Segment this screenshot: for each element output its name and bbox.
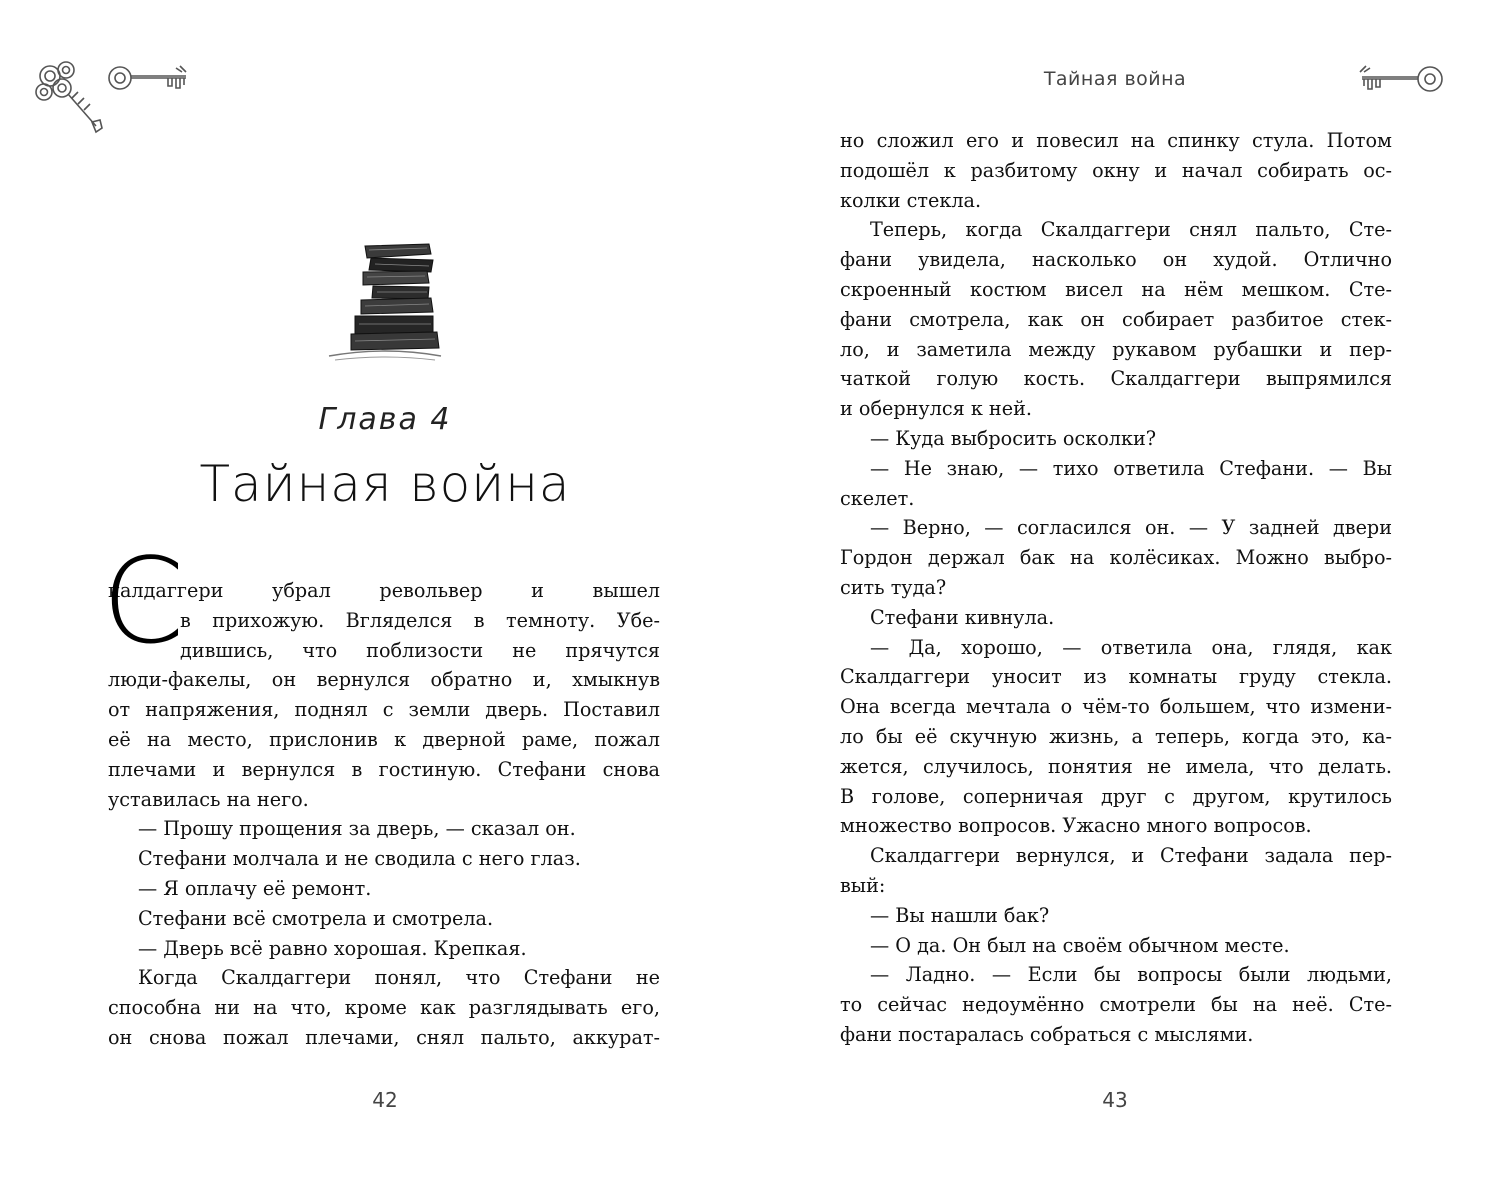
text-line: вый: bbox=[840, 873, 886, 897]
text-line: — Верно, — согласился он. — У задней двери bbox=[870, 516, 1392, 540]
text-line: чаткой голую кость. Скалдаггери выпрямился bbox=[840, 367, 1392, 391]
text-line: — Да, хорошо, — ответила она, глядя, как bbox=[870, 635, 1392, 659]
text-line: от напряжения, поднял с земли дверь. Поставил bbox=[108, 698, 660, 722]
text-line: Скалдаггери вернулся, и Стефани задала пер- bbox=[870, 844, 1392, 868]
text-line: Теперь, когда Скалдаггери снял пальто, Сте- bbox=[870, 218, 1392, 242]
chapter-title: Тайная война bbox=[199, 455, 571, 513]
text-line: — Дверь всё равно хорошая. Крепкая. bbox=[138, 936, 527, 960]
text-line: ло, и заметила между рукавом рубашки и пер- bbox=[840, 337, 1392, 361]
skeleton-key-icon bbox=[106, 62, 196, 94]
skeleton-key-icon bbox=[1354, 62, 1446, 96]
text-line: скелет. bbox=[840, 486, 915, 510]
text-line: сить туда? bbox=[840, 575, 947, 599]
text-line: калдаггери убрал револьвер и вышел bbox=[108, 579, 660, 602]
text-line: Стефани молчала и не сводила с него глаз. bbox=[138, 847, 581, 871]
text-line: ло бы её скучную жизнь, а теперь, когда это, ка- bbox=[840, 724, 1392, 748]
text-line: скроенный костюм висел на нём мешком. Сте- bbox=[840, 277, 1392, 301]
text-line: и обернулся к ней. bbox=[840, 397, 1032, 421]
text-line: он снова пожал плечами, снял пальто, аккурат- bbox=[108, 1025, 660, 1049]
text-line: люди-факелы, он вернулся обратно и, хмыкнув bbox=[108, 668, 660, 692]
text-line: дившись, что поблизости не прячутся bbox=[180, 638, 660, 662]
text-line: подошёл к разбитому окну и начал собирать ос- bbox=[840, 158, 1392, 182]
right-body-text bbox=[840, 126, 1392, 1050]
text-line: — Не знаю, — тихо ответила Стефани. — Вы bbox=[870, 456, 1392, 480]
text-line: — Я оплачу её ремонт. bbox=[138, 876, 372, 900]
text-line: в прихожую. Вгляделся в темноту. Убе- bbox=[180, 608, 660, 632]
text-line: уставилась на него. bbox=[108, 787, 309, 811]
page-number: 42 bbox=[372, 1088, 398, 1112]
right-page bbox=[750, 0, 1500, 1200]
page-number: 43 bbox=[1102, 1088, 1128, 1112]
dropcap-paragraph bbox=[102, 532, 660, 670]
left-body-text bbox=[102, 532, 660, 1053]
text-line: фани увидела, насколько он худой. Отлично bbox=[840, 248, 1392, 272]
text-line: но сложил его и повесил на спинку стула. Потом bbox=[840, 129, 1392, 152]
text-line: жется, случилось, понятия не имела, что делать. bbox=[840, 754, 1392, 778]
text-line: Она всегда мечтала о чём-то большем, что измени- bbox=[840, 695, 1392, 719]
text-line: то сейчас недоумённо смотрели бы на неё. Сте- bbox=[840, 993, 1392, 1017]
text-line: Стефани всё смотрела и смотрела. bbox=[138, 906, 494, 930]
text-line: — О да. Он был на своём обычном месте. bbox=[870, 933, 1290, 957]
text-line: колки стекла. bbox=[840, 188, 982, 212]
text-line: способна ни на что, кроме как разглядывать его, bbox=[108, 996, 660, 1020]
text-line: — Прошу прощения за дверь, — сказал он. bbox=[138, 817, 576, 841]
chapter-label: Глава 4 bbox=[318, 402, 452, 437]
text-line: Гордон держал бак на колёсиках. Можно выбро- bbox=[840, 546, 1392, 570]
text-line: В голове, соперничая друг с другом, крутилось bbox=[840, 784, 1392, 808]
text-line: фани постаралась собраться с мыслями. bbox=[840, 1022, 1254, 1046]
text-line: множество вопросов. Ужасно много вопросов. bbox=[840, 814, 1312, 838]
text-line: — Вы нашли бак? bbox=[870, 903, 1050, 927]
text-line: Стефани кивнула. bbox=[870, 605, 1055, 629]
text-line: — Куда выбросить осколки? bbox=[870, 426, 1157, 450]
drop-cap: С bbox=[102, 532, 185, 670]
stack-of-books-icon bbox=[325, 240, 445, 362]
text-line: — Ладно. — Если бы вопросы были людьми, bbox=[870, 963, 1392, 987]
text-line: Когда Скалдаггери понял, что Стефани не bbox=[138, 966, 660, 990]
text-line: фани смотрела, как он собирает разбитое стек- bbox=[840, 307, 1392, 331]
text-line: Скалдаггери уносит из комнаты груду стекла. bbox=[840, 665, 1392, 689]
running-header: Тайная война bbox=[1043, 68, 1187, 90]
ornate-keys-cluster-icon bbox=[32, 58, 112, 140]
text-line: её на место, прислонив к дверной раме, пожал bbox=[108, 727, 660, 751]
text-line: плечами и вернулся в гостиную. Стефани снова bbox=[108, 757, 660, 781]
